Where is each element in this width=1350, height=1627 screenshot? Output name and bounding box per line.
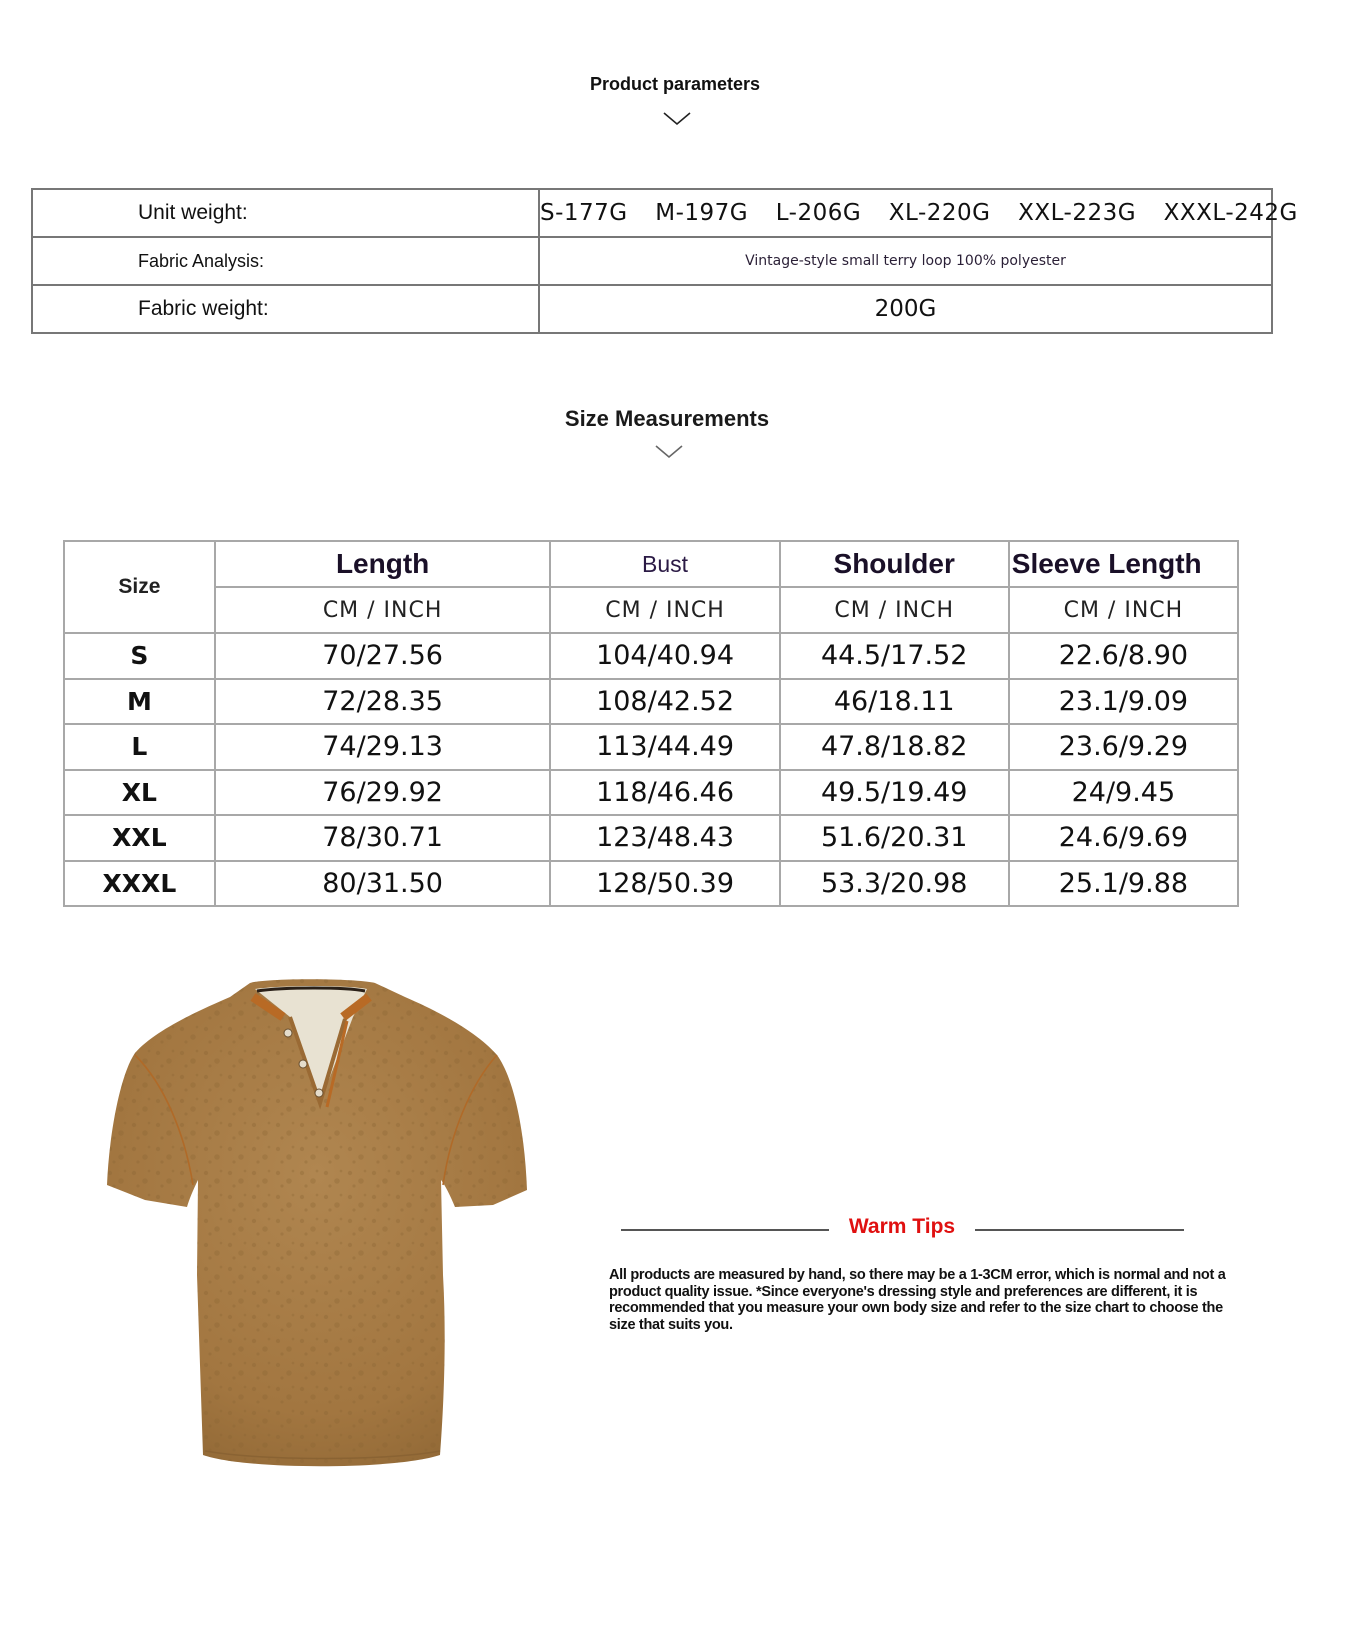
shoulder-cell: 53.3/20.98 <box>780 861 1009 907</box>
warm-tips-text: All products are measured by hand, so there may be a 1-3CM error, which is normal and not a product quality issue. *Since everyone's dressing style and preferences are different, it is recommended that you measure your own body size and refer to the size chart to choose the size that suits you. <box>609 1267 1226 1333</box>
bust-cell: 113/44.49 <box>550 724 779 770</box>
sleeve-length-cell: 23.6/9.29 <box>1009 724 1238 770</box>
fabric-analysis-value: Vintage-style small terry loop 100% polyester <box>539 237 1272 285</box>
unit-row <box>64 587 1238 633</box>
divider <box>621 1229 829 1231</box>
shoulder-cell: 49.5/19.49 <box>780 770 1009 816</box>
divider <box>975 1229 1184 1231</box>
sleeve-length-cell: 23.1/9.09 <box>1009 679 1238 725</box>
unit-label: CM / INCH <box>1009 587 1238 633</box>
table-row <box>64 724 1238 770</box>
length-cell: 78/30.71 <box>215 815 551 861</box>
size-measurements-title: Size Measurements <box>564 406 770 431</box>
size-chart-table <box>63 540 1239 907</box>
length-column-header: Length <box>215 541 551 587</box>
header-row <box>64 541 1238 587</box>
shoulder-cell: 44.5/17.52 <box>780 633 1009 679</box>
shoulder-cell: 47.8/18.82 <box>780 724 1009 770</box>
table-row <box>64 633 1238 679</box>
chevron-down-icon <box>654 443 684 461</box>
unit-label: CM / INCH <box>215 587 551 633</box>
sleeve-length-cell: 22.6/8.90 <box>1009 633 1238 679</box>
sleeve-length-cell: 24.6/9.69 <box>1009 815 1238 861</box>
size-cell: XL <box>64 770 215 816</box>
shoulder-cell: 51.6/20.31 <box>780 815 1009 861</box>
unit-weight-value: S-177G M-197G L-206G XL-220G XXL-223G XXXL-242G <box>539 189 1272 237</box>
length-cell: 72/28.35 <box>215 679 551 725</box>
size-column-header: Size <box>64 541 215 633</box>
table-row <box>64 679 1238 725</box>
product-parameters-table <box>31 188 1298 334</box>
size-cell: L <box>64 724 215 770</box>
size-cell: S <box>64 633 215 679</box>
chevron-down-icon <box>662 110 692 128</box>
length-cell: 70/27.56 <box>215 633 551 679</box>
length-cell: 76/29.92 <box>215 770 551 816</box>
table-row <box>64 861 1238 907</box>
table-row <box>64 770 1238 816</box>
shoulder-column-header: Shoulder <box>780 541 1009 587</box>
unit-label: CM / INCH <box>550 587 779 633</box>
size-cell: XXL <box>64 815 215 861</box>
length-cell: 74/29.13 <box>215 724 551 770</box>
warm-tips-title: Warm Tips <box>848 1215 956 1238</box>
fabric-weight-label: Fabric weight: <box>32 285 539 333</box>
table-row <box>32 285 1272 333</box>
sleeve-length-column-header: Sleeve Length <box>1009 541 1238 587</box>
bust-cell: 123/48.43 <box>550 815 779 861</box>
size-cell: M <box>64 679 215 725</box>
sleeve-length-cell: 24/9.45 <box>1009 770 1238 816</box>
henley-tshirt-image <box>105 975 530 1475</box>
bust-cell: 104/40.94 <box>550 633 779 679</box>
bust-cell: 118/46.46 <box>550 770 779 816</box>
table-row <box>64 815 1238 861</box>
product-parameters-title: Product parameters <box>589 74 761 94</box>
table-row <box>32 237 1272 285</box>
length-cell: 80/31.50 <box>215 861 551 907</box>
size-cell: XXXL <box>64 861 215 907</box>
bust-column-header: Bust <box>550 541 779 587</box>
sleeve-length-cell: 25.1/9.88 <box>1009 861 1238 907</box>
table-row <box>32 189 1272 237</box>
bust-cell: 108/42.52 <box>550 679 779 725</box>
fabric-weight-value: 200G <box>539 285 1272 333</box>
unit-label: CM / INCH <box>780 587 1009 633</box>
fabric-analysis-label: Fabric Analysis: <box>32 237 539 285</box>
shoulder-cell: 46/18.11 <box>780 679 1009 725</box>
unit-weight-label: Unit weight: <box>32 189 539 237</box>
bust-cell: 128/50.39 <box>550 861 779 907</box>
